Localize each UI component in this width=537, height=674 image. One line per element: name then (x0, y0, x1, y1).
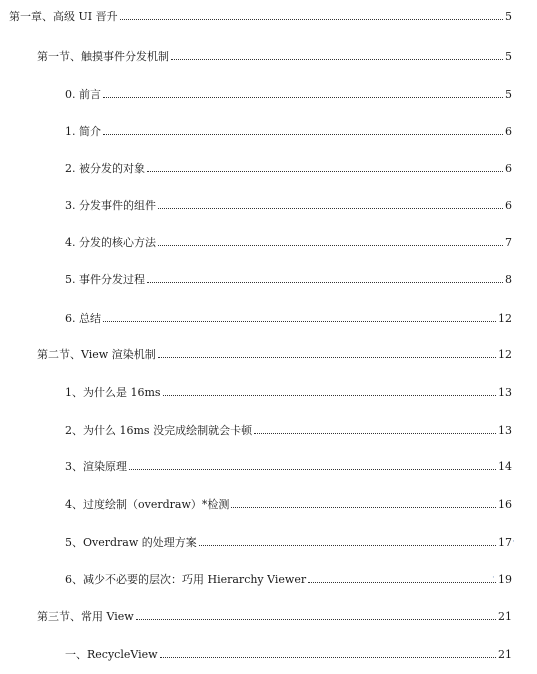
toc-entry[interactable] (65, 312, 512, 326)
toc-entry[interactable] (65, 536, 512, 550)
toc-entry-page-number: 8 (505, 273, 512, 286)
toc-entry-title: 4、过度绘制（overdraw）*检测 (65, 498, 230, 511)
toc-dot-leader (163, 395, 496, 396)
toc-dot-leader (171, 59, 503, 60)
toc-entry-title: 第二节、View 渲染机制 (37, 348, 156, 361)
toc-entry-page-number: 7 (505, 236, 512, 249)
toc-entry-title: 6、减少不必要的层次：巧用 Hierarchy Viewer (65, 573, 307, 586)
toc-dot-leader (103, 97, 503, 98)
toc-entry[interactable] (65, 162, 512, 176)
toc-entry[interactable] (65, 125, 512, 139)
toc-entry-page-number: 19 (498, 573, 512, 586)
toc-entry[interactable] (65, 386, 512, 400)
page-corner-mark: · (512, 537, 515, 547)
toc-entry-title: 1、为什么是 16ms (65, 386, 161, 399)
toc-dot-leader (136, 619, 496, 620)
toc-entry-page-number: 12 (498, 348, 512, 361)
toc-entry[interactable] (65, 199, 512, 213)
toc-dot-leader (147, 282, 503, 283)
toc-entry-title: 一、RecycleView (65, 648, 158, 661)
toc-entry[interactable] (37, 348, 512, 362)
toc-dot-leader (120, 19, 503, 20)
toc-entry[interactable] (65, 460, 512, 474)
toc-entry[interactable] (65, 573, 512, 587)
toc-entry-page-number: 6 (505, 125, 512, 138)
toc-entry-title: 第一节、触摸事件分发机制 (37, 50, 169, 63)
toc-entry[interactable] (65, 648, 512, 662)
toc-entry-page-number: 13 (498, 424, 512, 437)
toc-entry[interactable] (37, 610, 512, 624)
toc-entry[interactable] (65, 88, 512, 102)
toc-entry-page-number: 12 (498, 312, 512, 325)
toc-entry-page-number: 16 (498, 498, 512, 511)
toc-entry-title: 2、为什么 16ms 没完成绘制就会卡顿 (65, 424, 253, 437)
toc-dot-leader (160, 657, 496, 658)
toc-dot-leader (308, 582, 496, 583)
toc-entry[interactable] (65, 424, 512, 438)
toc-entry-title: 0. 前言 (65, 88, 101, 101)
toc-entry[interactable] (65, 273, 512, 287)
toc-entry-title: 5、Overdraw 的处理方案 (65, 536, 197, 549)
toc-entry[interactable] (9, 10, 512, 24)
toc-entry-title: 5. 事件分发过程 (65, 273, 145, 286)
toc-entry-title: 3. 分发事件的组件 (65, 199, 156, 212)
toc-dot-leader (103, 134, 503, 135)
toc-entry-page-number: 21 (498, 648, 512, 661)
toc-entry-page-number: 13 (498, 386, 512, 399)
toc-entry-page-number: 5 (505, 88, 512, 101)
toc-entry[interactable] (65, 236, 512, 250)
toc-entry[interactable] (37, 50, 512, 64)
toc-entry-title: 第三节、常用 View (37, 610, 134, 623)
toc-entry-page-number: 5 (505, 10, 512, 23)
toc-entry-title: 3、渲染原理 (65, 460, 127, 473)
toc-entry-title: 1. 简介 (65, 125, 101, 138)
toc-dot-leader (103, 321, 496, 322)
toc-dot-leader (231, 507, 496, 508)
toc-entry-title: 第一章、高级 UI 晋升 (9, 10, 118, 23)
toc-entry[interactable] (65, 498, 512, 512)
toc-entry-title: 6. 总结 (65, 312, 101, 325)
toc-entry-title: 4. 分发的核心方法 (65, 236, 156, 249)
toc-entry-page-number: 14 (498, 460, 512, 473)
toc-dot-leader (158, 208, 503, 209)
toc-entry-page-number: 5 (505, 50, 512, 63)
toc-dot-leader (199, 545, 496, 546)
toc-dot-leader (129, 469, 496, 470)
toc-dot-leader (158, 245, 503, 246)
page-corner-mark: · (492, 573, 495, 583)
toc-dot-leader (158, 357, 496, 358)
toc-dot-leader (254, 433, 496, 434)
toc-entry-page-number: 17 (498, 536, 512, 549)
toc-entry-page-number: 6 (505, 199, 512, 212)
toc-entry-page-number: 6 (505, 162, 512, 175)
toc-entry-page-number: 21 (498, 610, 512, 623)
toc-dot-leader (147, 171, 503, 172)
toc-entry-title: 2. 被分发的对象 (65, 162, 145, 175)
